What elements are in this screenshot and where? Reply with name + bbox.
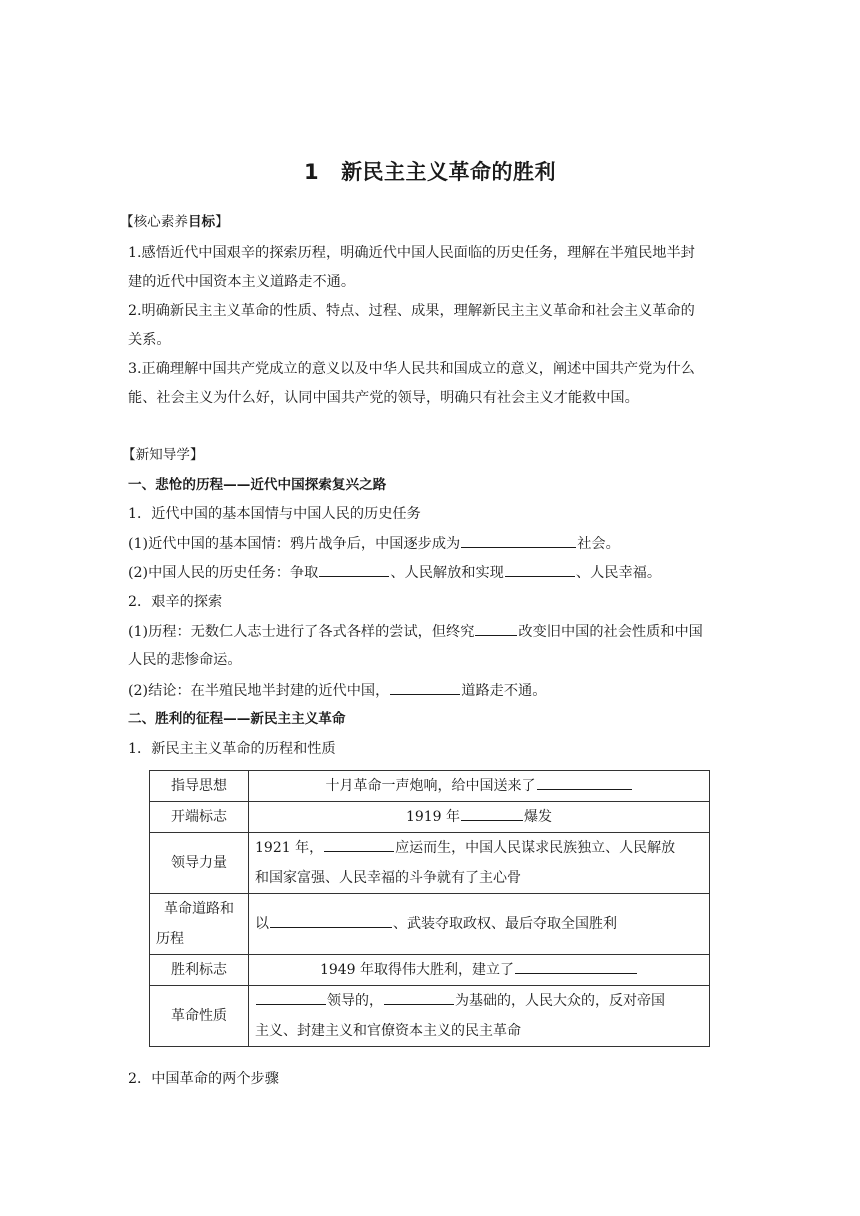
new-knowledge-heading: 【新知导学】	[122, 447, 204, 463]
fill-blank[interactable]	[324, 837, 394, 852]
subsection-2-2: 2．中国革命的两个步骤	[128, 1071, 279, 1087]
section-1-heading: 一、悲怆的历程——近代中国探索复兴之路	[128, 477, 387, 493]
fill-blank[interactable]	[505, 562, 575, 577]
table-cell: 领导的， 为基础的，人民大众的，反对帝国 主义、封建主义和官僚资本主义的民主革命	[249, 986, 710, 1047]
item-1-2-a-line-2: 人民的悲惨命运。	[128, 652, 242, 668]
table-row	[150, 802, 710, 833]
table-cell: 1949 年取得伟大胜利，建立了	[249, 955, 710, 986]
item-1-2-a-line-1: (1)历程：无数仁人志士进行了各式各样的尝试，但终究 改变旧中国的社会性质和中国	[128, 621, 703, 642]
goal-1-line-2: 建的近代中国资本主义道路走不通。	[128, 274, 356, 290]
subsection-2-1: 1．新民主主义革命的历程和性质	[128, 741, 336, 757]
item-1-2-b: (2)结论：在半殖民地半封建的近代中国， 道路走不通。	[128, 680, 546, 701]
fill-blank[interactable]	[319, 562, 389, 577]
fill-blank[interactable]	[270, 913, 392, 928]
table-cell: 以 、武装夺取政权、最后夺取全国胜利	[249, 894, 710, 955]
table-cell: 1919 年 爆发	[249, 802, 710, 833]
revolution-table	[149, 770, 710, 1047]
goal-2-line-2: 关系。	[128, 332, 171, 348]
table-header-cell: 胜利标志	[150, 955, 249, 986]
page-title	[0, 156, 860, 186]
subsection-1-1: 1．近代中国的基本国情与中国人民的历史任务	[128, 506, 421, 522]
table-cell: 十月革命一声炮响，给中国送来了	[249, 771, 710, 802]
fill-blank[interactable]	[475, 621, 517, 636]
table-header-cell: 指导思想	[150, 771, 249, 802]
fill-blank[interactable]	[256, 990, 326, 1005]
core-goals-heading: 【核心素养目标】	[120, 214, 229, 230]
title-number: 1	[303, 160, 320, 184]
title-text: 新民主主义革命的胜利	[341, 160, 557, 184]
fill-blank[interactable]	[461, 533, 576, 548]
item-1-1-a: (1)近代中国的基本国情：鸦片战争后，中国逐步成为 社会。	[128, 533, 620, 554]
table-header-cell: 革命性质	[150, 986, 249, 1047]
table-header-cell: 革命道路和 历程	[150, 894, 249, 955]
fill-blank[interactable]	[461, 806, 523, 821]
goal-3-line-2: 能、社会主义为什么好，认同中国共产党的领导，明确只有社会主义才能救中国。	[128, 390, 639, 406]
table-row	[150, 955, 710, 986]
table-row	[150, 986, 710, 1047]
table-header-cell: 领导力量	[150, 833, 249, 894]
table-header-cell: 开端标志	[150, 802, 249, 833]
table-cell: 1921 年， 应运而生，中国人民谋求民族独立、人民解放 和国家富强、人民幸福的斗争就有了主心骨	[249, 833, 710, 894]
fill-blank[interactable]	[384, 990, 454, 1005]
goal-3-line-1: 3.正确理解中国共产党成立的意义以及中华人民共和国成立的意义，阐述中国共产党为什么	[128, 361, 695, 377]
fill-blank[interactable]	[537, 775, 632, 790]
table-row	[150, 771, 710, 802]
item-1-1-b: (2)中国人民的历史任务：争取 、人民解放和实现 、人民幸福。	[128, 562, 661, 583]
section-2-heading: 二、胜利的征程——新民主主义革命	[128, 711, 346, 727]
goal-1-line-1: 1.感悟近代中国艰辛的探索历程，明确近代中国人民面临的历史任务，理解在半殖民地半封	[128, 245, 695, 261]
table-row	[150, 894, 710, 955]
subsection-1-2: 2．艰辛的探索	[128, 594, 223, 610]
fill-blank[interactable]	[515, 959, 637, 974]
table-row	[150, 833, 710, 894]
goal-2-line-1: 2.明确新民主主义革命的性质、特点、过程、成果，理解新民主主义革命和社会主义革命的	[128, 303, 695, 319]
fill-blank[interactable]	[390, 680, 460, 695]
